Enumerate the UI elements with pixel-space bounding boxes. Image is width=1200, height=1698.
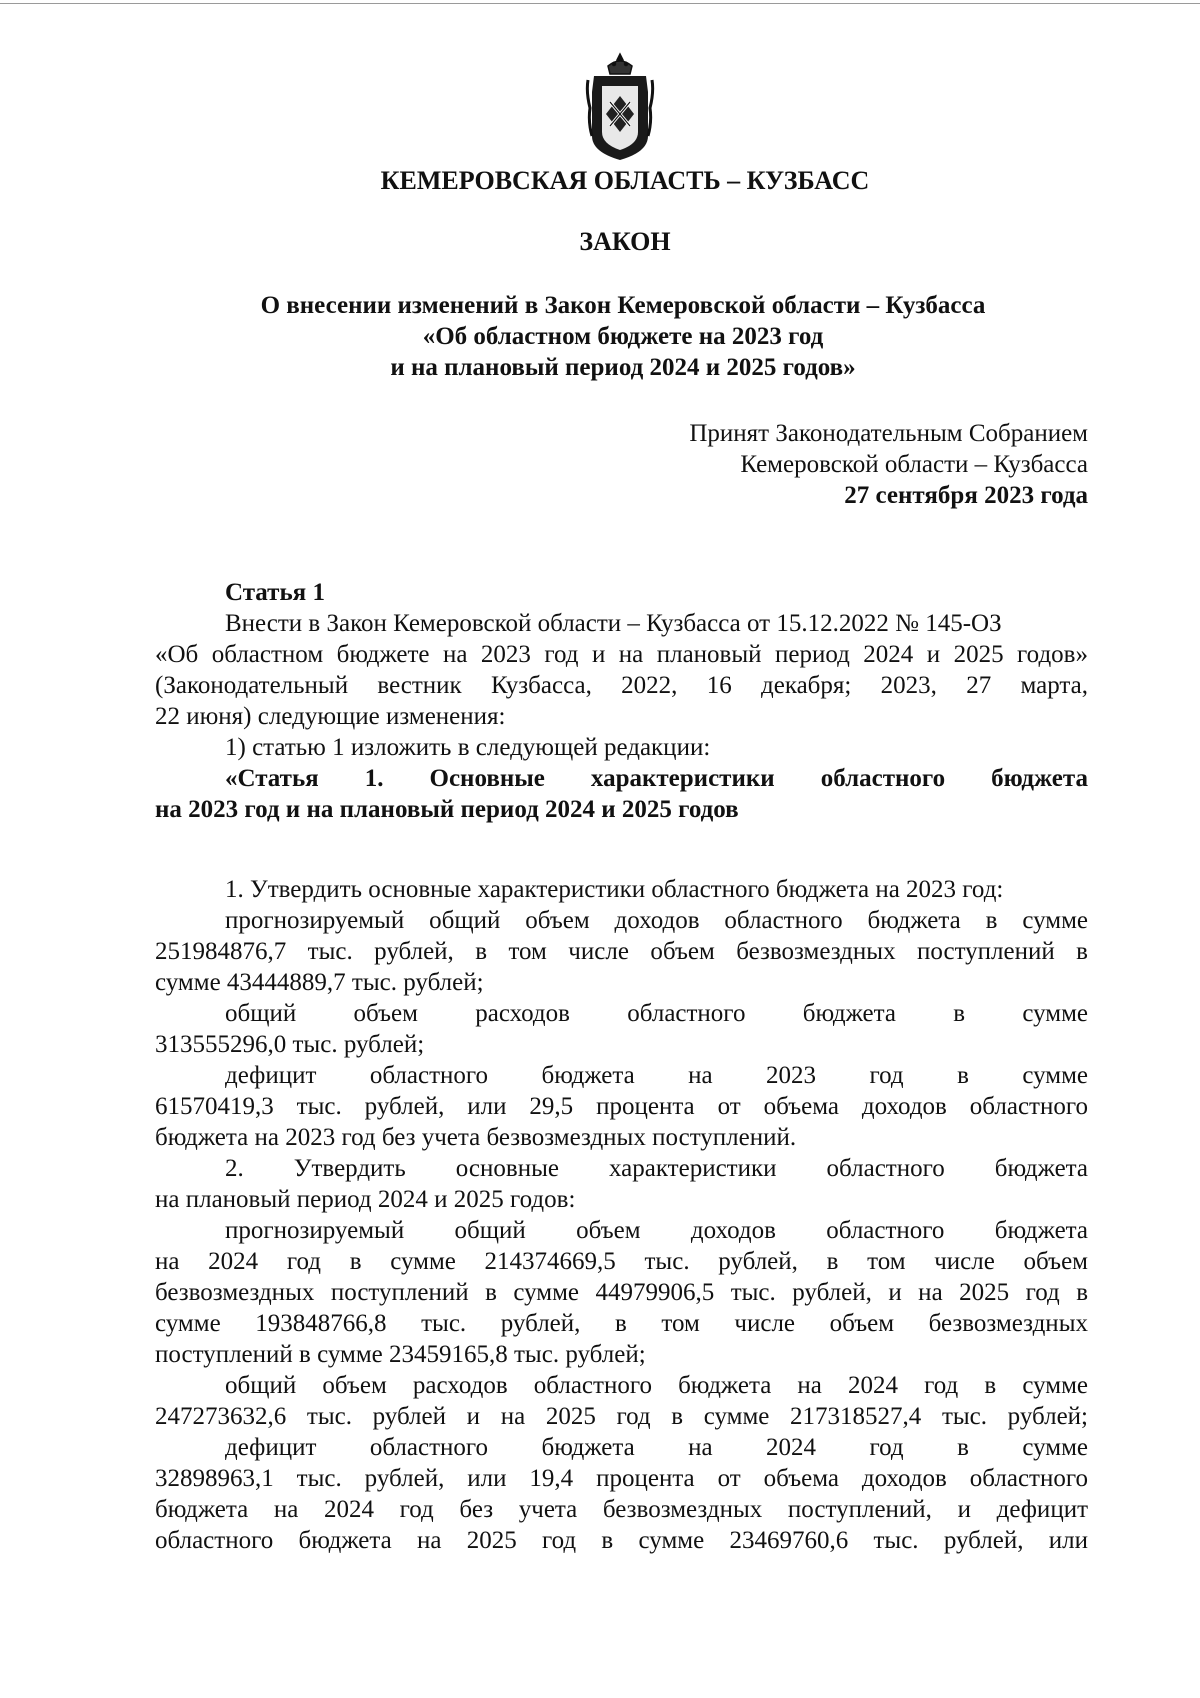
- content-line: на плановый период 2024 и 2025 годов:: [155, 1186, 576, 1213]
- intro-line: 22 июня) следующие изменения:: [155, 703, 506, 730]
- subject-line: О внесении изменений в Закон Кемеровской области – Кузбасса: [260, 292, 986, 319]
- article-intro: [155, 608, 1088, 825]
- top-border-line: [0, 3, 1200, 4]
- subject-line: и на плановый период 2024 и 2025 годов»: [390, 354, 856, 381]
- content-line: 32898963,1 тыс. рублей, или 19,4 процента от объема доходов областного: [155, 1465, 1088, 1492]
- content-line: сумме 43444889,7 тыс. рублей;: [155, 969, 484, 996]
- new-article-title: [155, 763, 1088, 794]
- content-line: 2. Утвердить основные характеристики областного бюджета: [225, 1155, 1088, 1182]
- content-line: прогнозируемый общий объем доходов областного бюджета: [225, 1217, 1088, 1244]
- content-line: бюджета на 2024 год без учета безвозмездных поступлений, и дефицит: [155, 1496, 1088, 1523]
- article-content: [155, 874, 1088, 1556]
- content-line: дефицит областного бюджета на 2024 год в сумме: [225, 1434, 1088, 1461]
- content-line: прогнозируемый общий объем доходов областного бюджета в сумме: [225, 907, 1088, 934]
- content-line: безвозмездных поступлений в сумме 44979906,5 тыс. рублей, и на 2025 год в: [155, 1279, 1088, 1306]
- adoption-block: [689, 418, 1088, 511]
- content-line: сумме 193848766,8 тыс. рублей, в том числе объем безвозмездных: [155, 1310, 1088, 1337]
- amendment-item: 1) статью 1 изложить в следующей редакции:: [225, 734, 711, 761]
- content-line: 247273632,6 тыс. рублей и на 2025 год в сумме 217318527,4 тыс. рублей;: [155, 1403, 1088, 1430]
- adoption-line: Кемеровской области – Кузбасса: [740, 451, 1088, 478]
- new-article-title-line2: на 2023 год и на плановый период 2024 и 2025 годов: [155, 796, 739, 823]
- content-line: поступлений в сумме 23459165,8 тыс. рублей;: [155, 1341, 646, 1368]
- title-word: бюджета: [991, 765, 1088, 792]
- title-word: характеристики: [590, 765, 775, 792]
- region-title: КЕМЕРОВСКАЯ ОБЛАСТЬ – КУЗБАСС: [380, 166, 870, 195]
- title-word: Основные: [429, 765, 545, 792]
- article-heading: [155, 577, 1088, 608]
- adoption-date: 27 сентября 2023 года: [844, 482, 1088, 509]
- content-line: общий объем расходов областного бюджета в сумме: [225, 1000, 1088, 1027]
- content-line: 251984876,7 тыс. рублей, в том числе объем безвозмездных поступлений в: [155, 938, 1088, 965]
- title-word: 1.: [364, 765, 384, 792]
- content-line: 61570419,3 тыс. рублей, или 29,5 процента от объема доходов областного: [155, 1093, 1088, 1120]
- content-line: 1. Утвердить основные характеристики областного бюджета на 2023 год:: [225, 876, 1004, 903]
- content-line: на 2024 год в сумме 214374669,5 тыс. рублей, в том числе объем: [155, 1248, 1088, 1275]
- law-subject-title: [0, 290, 1200, 383]
- adoption-line: Принят Законодательным Собранием: [689, 420, 1088, 447]
- title-word: областного: [820, 765, 946, 792]
- intro-line: Внести в Закон Кемеровской области – Кузбасса от 15.12.2022 № 145-ОЗ: [225, 610, 1002, 637]
- intro-line: «Об областном бюджете на 2023 год и на плановый период 2024 и 2025 годов»: [155, 641, 1088, 668]
- content-line: областного бюджета на 2025 год в сумме 23469760,6 тыс. рублей, или: [155, 1527, 1088, 1554]
- article-title: Статья 1: [225, 579, 325, 606]
- title-word: «Статья: [225, 765, 319, 792]
- content-line: общий объем расходов областного бюджета на 2024 год в сумме: [225, 1372, 1088, 1399]
- document-type-title: ЗАКОН: [579, 227, 671, 256]
- subject-line: «Об областном бюджете на 2023 год: [422, 323, 824, 350]
- content-line: бюджета на 2023 год без учета безвозмездных поступлений.: [155, 1124, 797, 1151]
- coat-of-arms-emblem: [584, 52, 656, 164]
- content-line: 313555296,0 тыс. рублей;: [155, 1031, 425, 1058]
- content-line: дефицит областного бюджета на 2023 год в сумме: [225, 1062, 1088, 1089]
- intro-line: (Законодательный вестник Кузбасса, 2022, 16 декабря; 2023, 27 марта,: [155, 672, 1088, 699]
